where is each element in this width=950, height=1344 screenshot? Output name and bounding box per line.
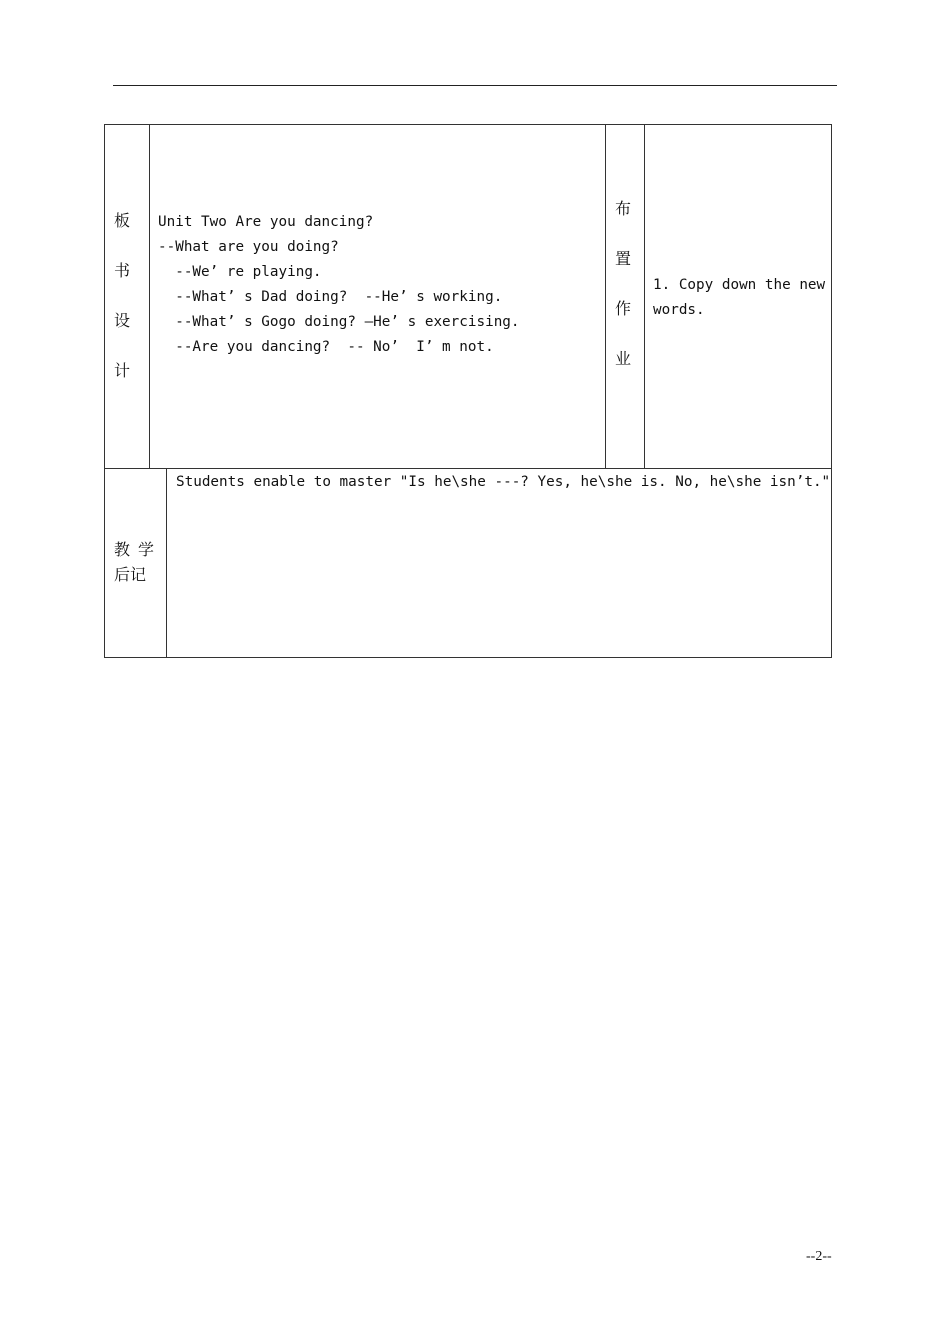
- board-line: Unit Two Are you dancing?: [158, 214, 374, 230]
- divider: [149, 124, 150, 469]
- board-line: --What’ s Dad doing? --He’ s working.: [158, 289, 503, 305]
- divider: [104, 468, 832, 469]
- homework-line: 1. Copy down the new: [653, 277, 826, 293]
- homework-label-char: 作: [614, 301, 631, 318]
- page-number: --2--: [806, 1249, 832, 1264]
- teaching-notes-text: Students enable to master "Is he\she ---? Yes, he\she is. No, he\she isn’t.": [176, 474, 831, 490]
- board-line: --Are you dancing? -- No’ I’ m not.: [158, 339, 494, 355]
- homework-label-char: 置: [614, 251, 631, 268]
- divider: [644, 124, 645, 469]
- board-line: --What are you doing?: [158, 239, 339, 255]
- homework-label-char: 业: [614, 351, 631, 368]
- homework-line: words.: [653, 302, 705, 318]
- homework-label-char: 布: [614, 201, 631, 218]
- board-design-label-char: 板: [113, 213, 130, 230]
- board-line: --What’ s Gogo doing? –He’ s exercising.: [158, 314, 520, 330]
- header-rule: [113, 85, 837, 86]
- board-design-label-char: 设: [113, 313, 130, 330]
- board-design-label-char: 书: [113, 263, 130, 280]
- teaching-notes-label: 教 学: [114, 542, 155, 559]
- divider: [605, 124, 606, 469]
- lesson-table: [104, 124, 832, 658]
- divider: [166, 468, 167, 658]
- board-line: --We’ re playing.: [158, 264, 322, 280]
- board-design-label-char: 计: [113, 363, 130, 380]
- teaching-notes-label: 后记: [114, 567, 147, 584]
